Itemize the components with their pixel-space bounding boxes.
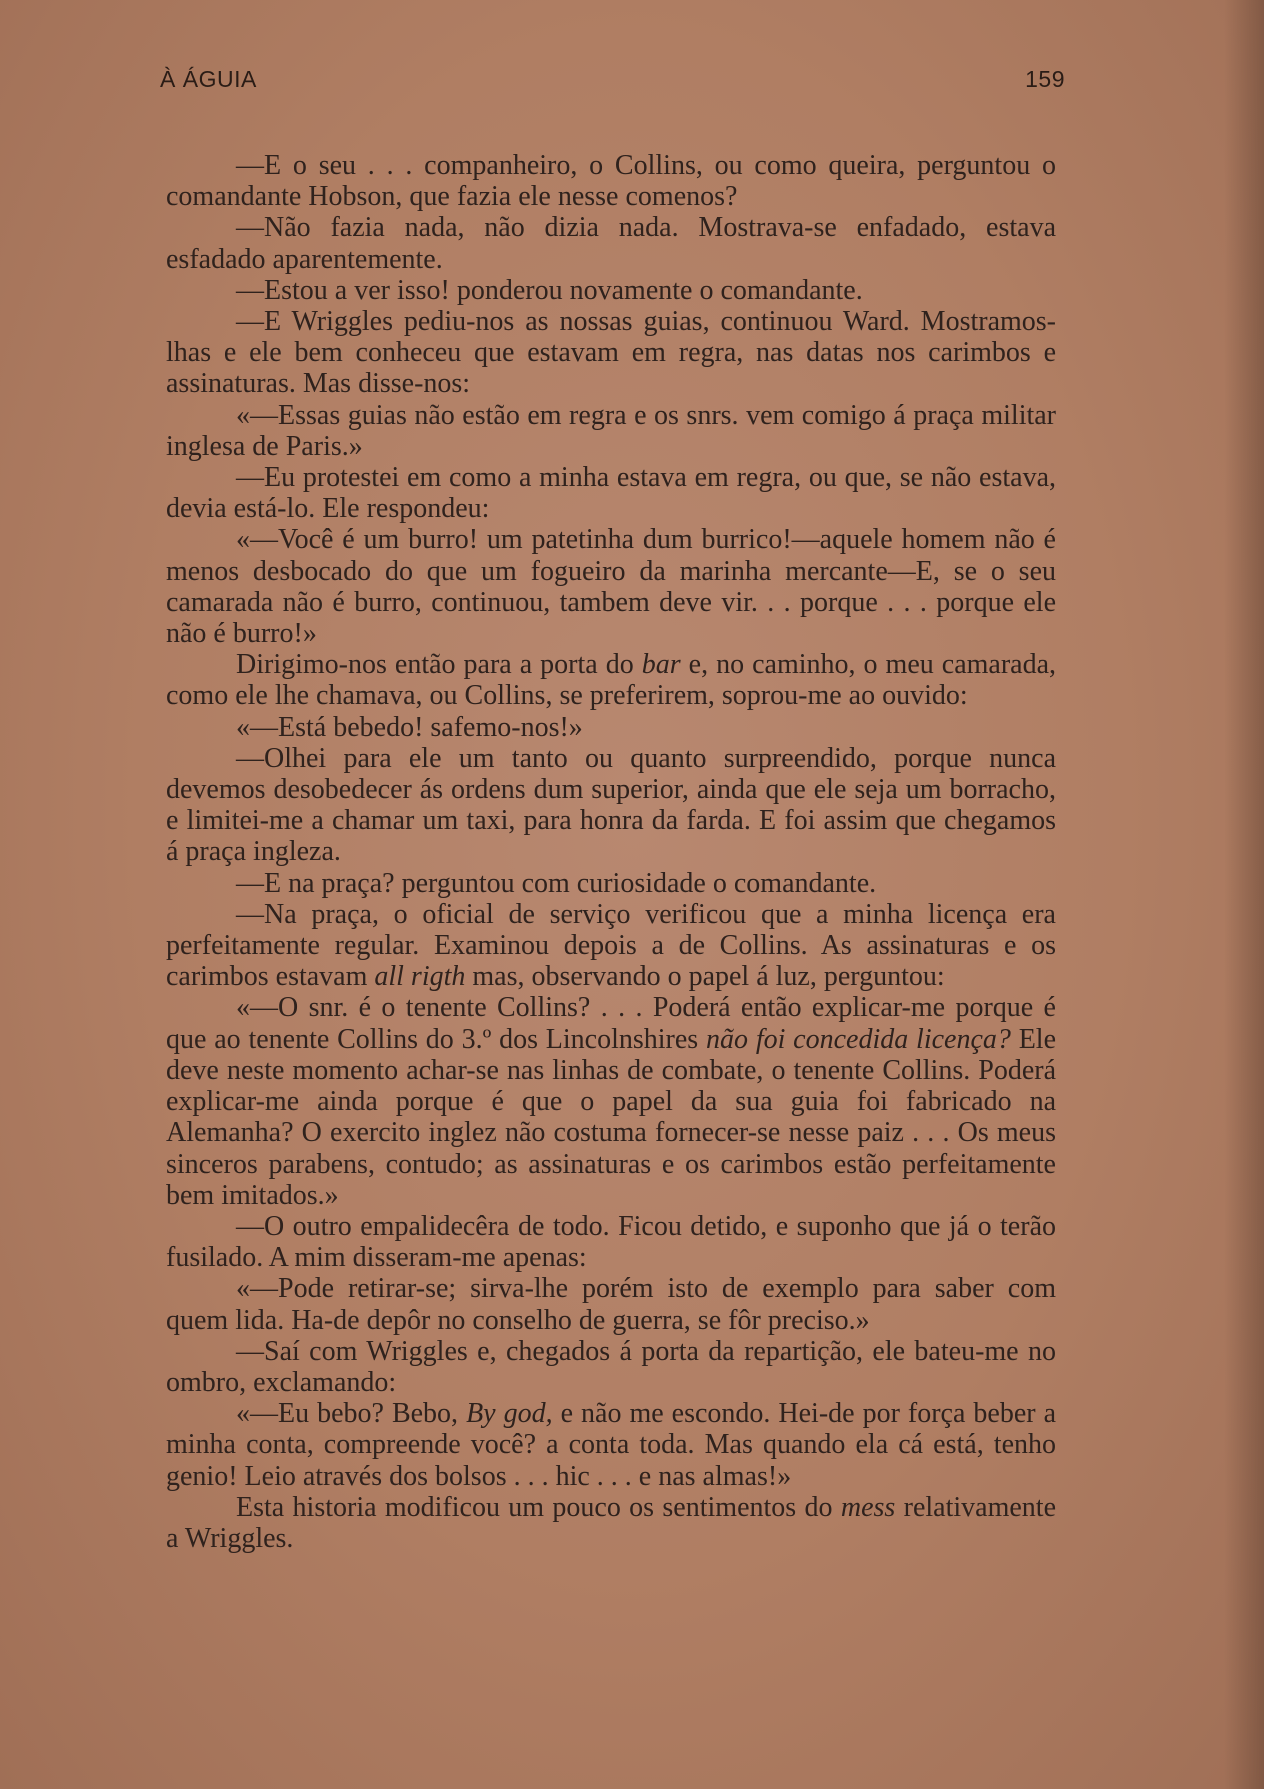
paragraph xyxy=(166,524,1056,649)
italic-text: all rigth xyxy=(374,961,466,993)
paragraph xyxy=(166,868,1056,899)
paragraph-text: —E na praça? perguntou com curiosidade o comandante. xyxy=(236,867,877,899)
italic-text: By god, xyxy=(466,1398,553,1430)
paragraph-text: —O outro empalidecêra de todo. Ficou detido, e suponho que já o terão fusilado. A mim disseram-me apenas: xyxy=(166,1210,1056,1274)
paragraph-text: «—Está bebedo! safemo-nos!» xyxy=(236,711,583,743)
paragraph xyxy=(166,1211,1056,1273)
paragraph xyxy=(166,743,1056,868)
paragraph xyxy=(166,899,1056,993)
paragraph-text: e, no caminho, o meu camarada, como ele lhe chamava, ou Collins, se preferirem, soprou-me ao ouvido: xyxy=(166,649,1057,712)
paragraph-text: Dirigimo-nos então para a porta do xyxy=(236,649,642,681)
running-title: À ÁGUIA xyxy=(160,66,257,92)
paragraph xyxy=(166,1398,1056,1492)
page-number: 159 xyxy=(1025,66,1065,92)
paragraph xyxy=(166,1492,1056,1554)
paragraph-text: «—O snr. é o tenente Collins? . . . Poderá então explicar-me porque é que ao tenente Collins do 3.º dos Lincolnshires xyxy=(166,992,1056,1055)
paragraph-text: mas, observando o papel á luz, perguntou: xyxy=(465,961,945,993)
paragraph-text: —Eu protestei em como a minha estava em regra, ou que, se não estava, devia está-lo. Ele respondeu: xyxy=(166,462,1056,525)
paragraph xyxy=(166,1273,1056,1335)
paragraph xyxy=(166,712,1056,743)
text-body xyxy=(166,150,1056,1554)
paragraph xyxy=(166,306,1056,400)
paragraph-text: «—Você é um burro! um patetinha dum burrico!—aquele homem não é menos desbocado do que um fogueiro da marinha mercante—E, se o seu camarada não é burro, continuou, tambem deve vir. . . porque . . . porque ele não é burro!» xyxy=(166,524,1056,650)
paragraph-text: «—Pode retirar-se; sirva-lhe porém isto de exemplo para saber com quem lida. Ha-de depôr no conselho de guerra, se fôr preciso.» xyxy=(166,1273,1056,1336)
paragraph xyxy=(166,400,1056,462)
italic-text: não foi concedida licença? xyxy=(706,1023,1011,1055)
paragraph xyxy=(166,992,1056,1210)
paragraph xyxy=(166,275,1056,306)
italic-text: mess xyxy=(840,1491,896,1523)
paragraph-text: «—Eu bebo? Bebo, xyxy=(236,1398,467,1430)
paragraph xyxy=(166,150,1056,212)
running-header xyxy=(160,66,1065,96)
paragraph-text: —Estou a ver isso! ponderou novamente o comandante. xyxy=(236,274,863,306)
paragraph-text: —E o seu . . . companheiro, o Collins, ou como queira, perguntou o comandante Hobson, que fazia ele nesse comenos? xyxy=(166,150,1056,213)
paragraph xyxy=(166,649,1056,711)
italic-text: bar xyxy=(641,649,681,681)
paragraph xyxy=(166,462,1056,524)
paragraph-text: relativamente a Wriggles. xyxy=(166,1491,1057,1554)
paragraph xyxy=(166,212,1056,274)
paragraph-text: —Olhei para ele um tanto ou quanto surpreendido, porque nunca devemos desobedecer ás ordens dum superior, ainda que ele seja um borracho, e limitei-me a chamar um taxi, para honra da farda. E foi assim que chegamos á praça ingleza. xyxy=(166,742,1056,868)
paragraph-text: —Na praça, o oficial de serviço verificou que a minha licença era perfeitamente regular. Examinou depois a de Collins. As assinaturas e os carimbos estavam xyxy=(166,898,1056,993)
paragraph-text: Ele deve neste momento achar-se nas linhas de combate, o tenente Collins. Poderá explicar-me ainda porque é que o papel da sua guia foi fabricado na Alemanha? O exercito inglez não costuma fornecer-se nesse paiz . . . Os meus sinceros parabens, contudo; as assinaturas e os carimbos estão perfeitamente bem imitados.» xyxy=(166,1023,1057,1211)
paragraph xyxy=(166,1336,1056,1398)
paragraph-text: —Não fazia nada, não dizia nada. Mostrava-se enfadado, estava esfadado aparentemente. xyxy=(166,212,1056,275)
paragraph-text: —E Wriggles pediu-nos as nossas guias, continuou Ward. Mostramos-lhas e ele bem conheceu que estavam em regra, nas datas nos carimbos e assinaturas. Mas disse-nos: xyxy=(166,306,1056,400)
paragraph-text: —Saí com Wriggles e, chegados á porta da repartição, ele bateu-me no ombro, exclamando: xyxy=(166,1335,1056,1398)
paragraph-text: «—Essas guias não estão em regra e os snrs. vem comigo á praça militar inglesa de Paris.» xyxy=(166,399,1056,462)
paragraph-text: Esta historia modificou um pouco os sentimentos do xyxy=(236,1491,841,1523)
paragraph-text: e não me escondo. Hei-de por força beber a minha conta, compreende você? a conta toda. Mas quando ela cá está, tenho genio! Leio através dos bolsos . . . hic . . . e nas almas!» xyxy=(166,1398,1057,1492)
